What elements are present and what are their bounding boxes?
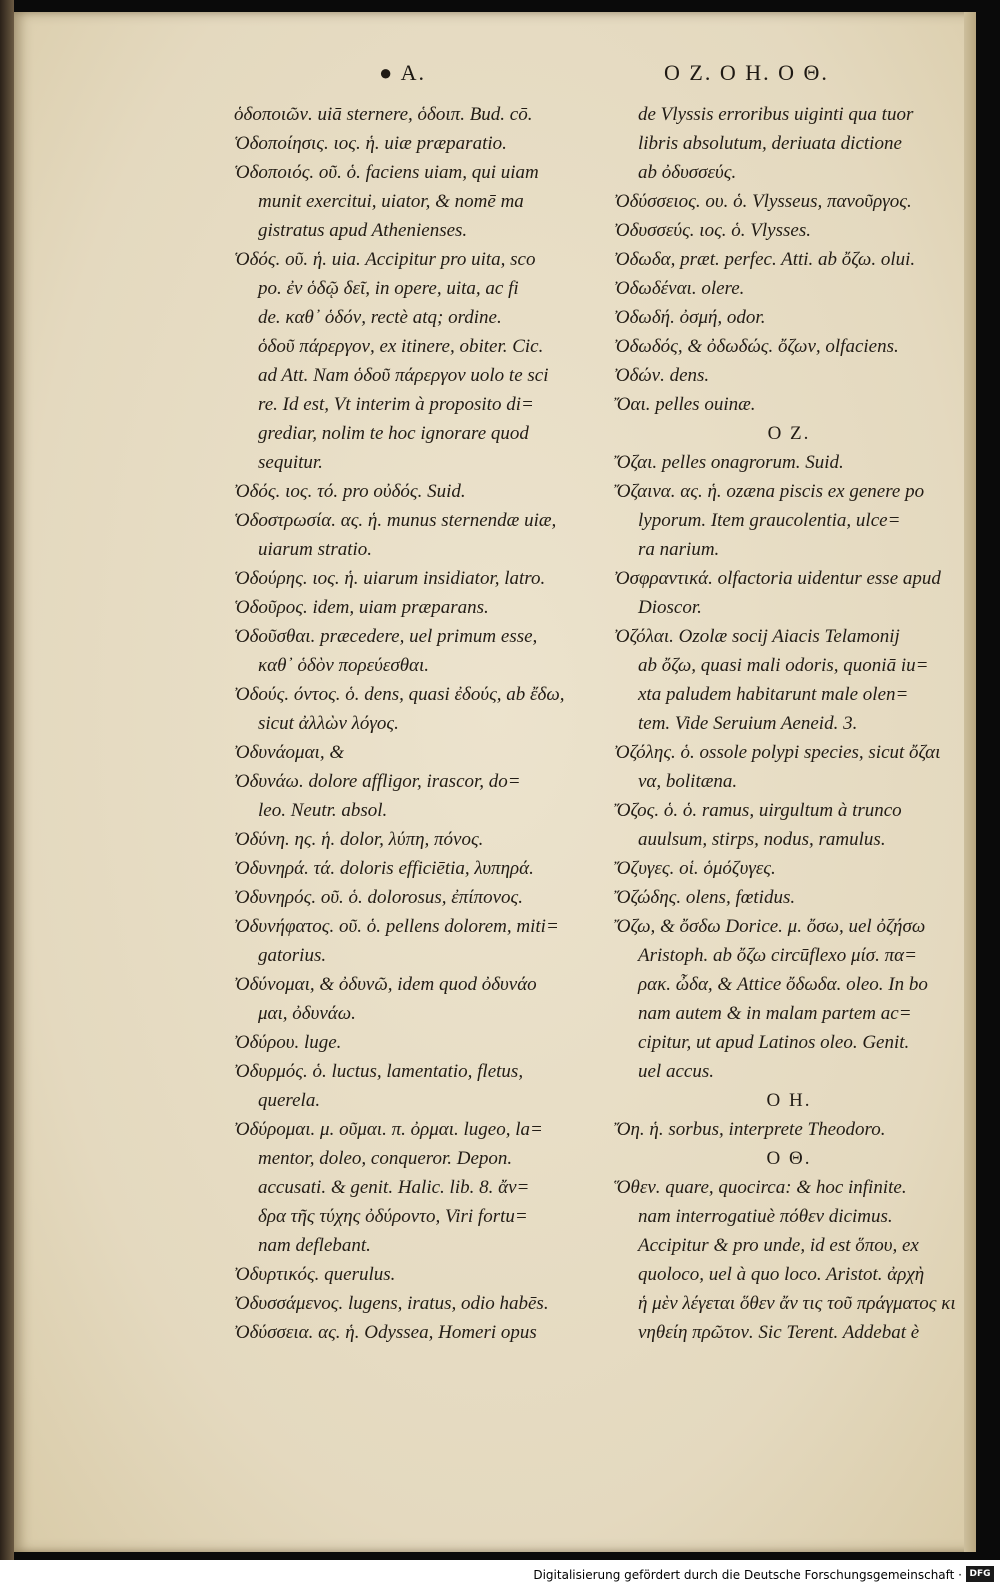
right-dictionary-line: ab ὄζω, quasi mali odoris, quoniā iu= bbox=[638, 655, 929, 676]
left-dictionary-line: Ὁδός. οῦ. ἡ. uia. Accipitur pro uita, sco bbox=[234, 249, 536, 270]
right-dictionary-line: libris absolutum, deriuata dictione bbox=[638, 133, 902, 154]
right-dictionary-line: Ὄζω, & ὄσδω Dorice. μ. ὄσω, uel ὀζήσω bbox=[614, 916, 926, 937]
left-dictionary-line: accusati. & genit. Halic. lib. 8. ἄν= bbox=[258, 1177, 530, 1198]
left-dictionary-line: Ὁδούρης. ιος. ἡ. uiarum insidiator, latro. bbox=[234, 568, 546, 589]
left-dictionary-line: de. καθ᾽ ὁδόν, rectè atq; ordine. bbox=[258, 307, 502, 328]
book-spine bbox=[0, 0, 14, 1560]
right-dictionary-line: Ὀδύσσειος. ου. ὁ. Vlysseus, πανοῦργος. bbox=[614, 191, 912, 212]
right-dictionary-line: Ὀδών. dens. bbox=[614, 365, 710, 386]
left-dictionary-line: Ὀδυνηρά. τά. doloris efficiētia, λυπηρά. bbox=[234, 858, 534, 879]
left-dictionary-line: mentor, doleo, conqueror. Depon. bbox=[258, 1148, 513, 1169]
right-dictionary-line: Ὅθεν. quare, quocirca: & hoc infinite. bbox=[614, 1177, 907, 1198]
right-dictionary-line: νηθείη πρῶτον. Sic Terent. Addebat è bbox=[638, 1322, 920, 1343]
right-dictionary-line: ρακ. ὦδα, & Attice ὄδωδα. oleo. In bo bbox=[638, 974, 928, 995]
right-dictionary-line: uel accus. bbox=[638, 1061, 714, 1082]
left-dictionary-line: Ὁδοστρωσία. ας. ἡ. munus sternendæ uiæ, bbox=[234, 510, 557, 531]
right-dictionary-line: Aristoph. ab ὄζω circūflexo μίσ. πα= bbox=[638, 945, 917, 966]
left-dictionary-line: Ὀδυνήφατος. οῦ. ὁ. pellens dolorem, miti= bbox=[234, 916, 559, 937]
left-dictionary-line: gistratus apud Athenienses. bbox=[258, 220, 468, 241]
right-dictionary-line: Ὄζαι. pelles onagrorum. Suid. bbox=[614, 452, 844, 473]
left-column bbox=[234, 100, 604, 1347]
right-dictionary-line: ra narium. bbox=[638, 539, 720, 560]
right-dictionary-line: Ὄζαινα. ας. ἡ. ozæna piscis ex genere po bbox=[614, 481, 925, 502]
left-dictionary-line: po. ἐν ὁδῷ δεῖ, in opere, uita, ac fi bbox=[258, 278, 519, 299]
right-dictionary-line: Ὄζώδης. olens, fœtidus. bbox=[614, 887, 796, 908]
left-dictionary-line: querela. bbox=[258, 1090, 321, 1111]
left-dictionary-line: Ὀδύσσεια. ας. ἡ. Odyssea, Homeri opus bbox=[234, 1322, 537, 1343]
right-dictionary-line: Ὀζόλης. ὁ. ossole polypi species, sicut ὄζαι bbox=[614, 742, 941, 763]
left-dictionary-line: re. Id est, Vt interim à proposito di= bbox=[258, 394, 534, 415]
right-dictionary-line: xta paludem habitarunt male olen= bbox=[638, 684, 909, 705]
left-dictionary-line: Ὀδυσσάμενος. lugens, iratus, odio habēs. bbox=[234, 1293, 549, 1314]
left-dictionary-line: Ὁδοῦρος. idem, uiam præparans. bbox=[234, 597, 489, 618]
left-dictionary-line: Ὁδοποιός. οῦ. ὁ. faciens uiam, qui uiam bbox=[234, 162, 539, 183]
right-dictionary-line: Ὀδυσσεύς. ιος. ὁ. Vlysses. bbox=[614, 220, 811, 241]
left-dictionary-line: grediar, nolim te hoc ignorare quod bbox=[258, 423, 529, 444]
left-dictionary-line: ad Att. Nam ὁδοῦ πάρεργον uolo te sci bbox=[258, 365, 549, 386]
right-dictionary-line: Ὀδωδή. ὀσμή, odor. bbox=[614, 307, 766, 328]
running-head-right: O Z. O H. O Θ. bbox=[664, 60, 829, 85]
right-dictionary-line: ἡ μὲν λέγεται ὅθεν ἄν τις τοῦ πράγματος κι bbox=[638, 1293, 956, 1314]
left-dictionary-line: Ὁδοῦσθαι. præcedere, uel primum esse, bbox=[234, 626, 538, 647]
left-dictionary-line: Ὁδοποίησις. ιος. ἡ. uiæ præparatio. bbox=[234, 133, 507, 154]
left-dictionary-line: leo. Neutr. absol. bbox=[258, 800, 388, 821]
running-head-left: ● A. bbox=[379, 60, 426, 85]
right-dictionary-line: Ὀζόλαι. Ozolæ socij Aiacis Telamonij bbox=[614, 626, 900, 647]
left-dictionary-line: Ὀδυνάομαι, & bbox=[234, 742, 345, 763]
right-dictionary-line: να, bolitæna. bbox=[638, 771, 738, 792]
footer-bar bbox=[0, 1560, 1000, 1592]
right-dictionary-line: lyporum. Item graucolentia, ulce= bbox=[638, 510, 901, 531]
dfg-logo: DFG bbox=[966, 1566, 994, 1582]
left-dictionary-line: sicut ἀλλὼν λόγος. bbox=[258, 713, 399, 734]
right-dictionary-line: tem. Vide Seruium Aeneid. 3. bbox=[638, 713, 858, 734]
right-dictionary-line: Ὄζος. ὁ. ὁ. ramus, uirgultum à trunco bbox=[614, 800, 902, 821]
page-edge bbox=[964, 12, 976, 1552]
left-dictionary-line: Ὀδούς. όντος. ὁ. dens, quasi ἐδούς, ab ἔδω, bbox=[234, 684, 565, 705]
right-dictionary-line: Ὀσφραντικά. olfactoria uidentur esse apud bbox=[614, 568, 941, 589]
left-dictionary-line: ὁδοποιῶν. uiā sternere, ὁδοιπ. Bud. cō. bbox=[234, 104, 533, 125]
right-dictionary-line: Ὄαι. pelles ouinæ. bbox=[614, 394, 756, 415]
right-dictionary-line: Ὀδωδα, præt. perfec. Atti. ab ὄζω. olui. bbox=[614, 249, 916, 270]
right-dictionary-line: nam interrogatiuè πόθεν dicimus. bbox=[638, 1206, 893, 1227]
left-dictionary-line: sequitur. bbox=[258, 452, 323, 473]
right-section-heading: O Θ. bbox=[766, 1148, 812, 1169]
right-dictionary-line: Ὄη. ἡ. sorbus, interprete Theodoro. bbox=[614, 1119, 886, 1140]
right-dictionary-line: quoloco, uel à quo loco. Aristot. ἀρχὴ bbox=[638, 1264, 925, 1285]
left-dictionary-line: nam deflebant. bbox=[258, 1235, 371, 1256]
left-dictionary-line: Ὀδύρομαι. μ. οῦμαι. π. ὀρμαι. lugeo, la= bbox=[234, 1119, 543, 1140]
right-dictionary-line: cipitur, ut apud Latinos oleo. Genit. bbox=[638, 1032, 910, 1053]
left-dictionary-line: Ὀδύνη. ης. ἡ. dolor, λύπη, πόνος. bbox=[234, 829, 484, 850]
left-dictionary-line: Ὀδύνομαι, & ὀδυνῶ, idem quod ὀδυνάο bbox=[234, 974, 537, 995]
left-dictionary-line: gatorius. bbox=[258, 945, 327, 966]
right-dictionary-line: auulsum, stirps, nodus, ramulus. bbox=[638, 829, 886, 850]
left-dictionary-line: Ὀδυρτικός. querulus. bbox=[234, 1264, 396, 1285]
left-dictionary-line: ὁδοῦ πάρεργον, ex itinere, obiter. Cic. bbox=[258, 336, 544, 357]
right-dictionary-line: Dioscor. bbox=[638, 597, 702, 618]
right-dictionary-line: Ὀδωδέναι. olere. bbox=[614, 278, 745, 299]
left-dictionary-line: Ὀδύρου. luge. bbox=[234, 1032, 342, 1053]
right-dictionary-line: nam autem & in malam partem ac= bbox=[638, 1003, 912, 1024]
right-dictionary-line: de Vlyssis erroribus uiginti qua tuor bbox=[638, 104, 914, 125]
right-section-heading: O Z. bbox=[767, 423, 811, 444]
left-dictionary-line: Ὀδυνάω. dolore affligor, irascor, do= bbox=[234, 771, 521, 792]
left-dictionary-line: Ὀδός. ιος. τό. pro οὐδός. Suid. bbox=[234, 481, 466, 502]
left-dictionary-line: δρα τῆς τύχης ὀδύροντο, Viri fortu= bbox=[258, 1206, 528, 1227]
right-dictionary-line: Ὀδωδός, & ὀδωδώς. ὄζων, olfaciens. bbox=[614, 336, 899, 357]
left-dictionary-line: Ὀδυρμός. ὁ. luctus, lamentatio, fletus, bbox=[234, 1061, 524, 1082]
right-column bbox=[614, 100, 964, 1347]
left-dictionary-line: καθ᾽ ὁδὸν πορεύεσθαι. bbox=[258, 655, 430, 676]
right-dictionary-line: Accipitur & pro unde, id est ὅπου, ex bbox=[638, 1235, 919, 1256]
left-dictionary-line: uiarum stratio. bbox=[258, 539, 373, 560]
right-dictionary-line: ab ὀδυσσεύς. bbox=[638, 162, 737, 183]
footer-credit: Digitalisierung gefördert durch die Deutsche Forschungsgemeinschaft · bbox=[533, 1568, 962, 1582]
right-dictionary-line: Ὄζυγες. οἱ. ὁμόζυγες. bbox=[614, 858, 776, 879]
book-page bbox=[14, 12, 976, 1552]
left-dictionary-line: Ὀδυνηρός. οῦ. ὁ. dolorosus, ἐπίπονος. bbox=[234, 887, 523, 908]
left-dictionary-line: μαι, ὀδυνάω. bbox=[258, 1003, 356, 1024]
right-section-heading: O H. bbox=[766, 1090, 812, 1111]
left-dictionary-line: munit exercitui, uiator, & nomē ma bbox=[258, 191, 524, 212]
